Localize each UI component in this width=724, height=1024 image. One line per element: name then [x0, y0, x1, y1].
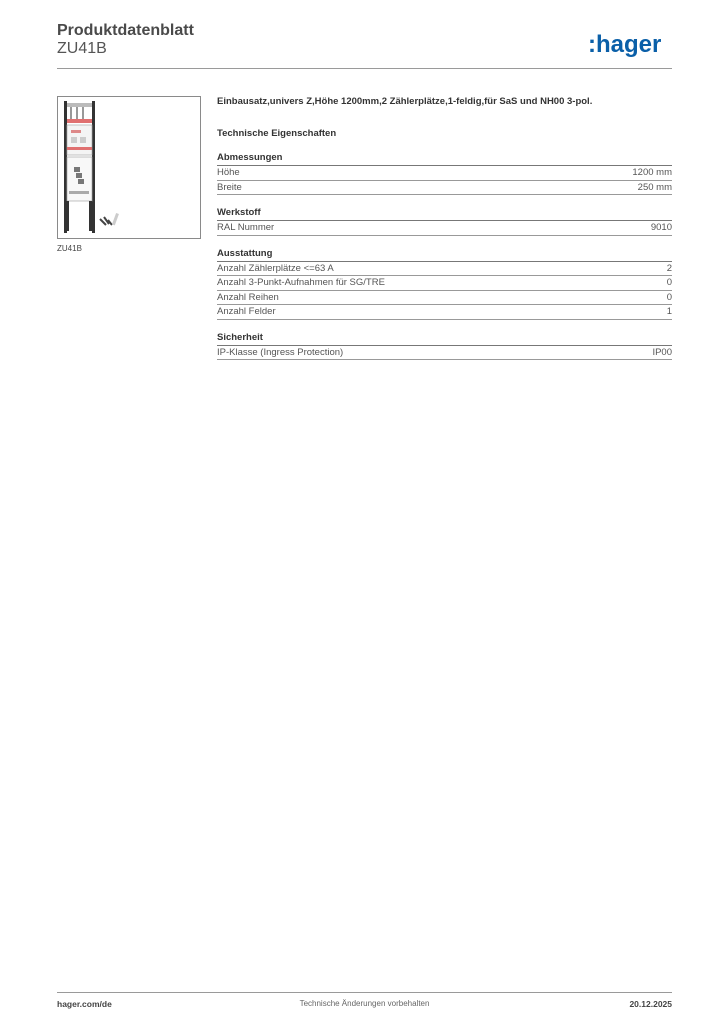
table-row [217, 305, 672, 320]
group-werkstoff [217, 207, 672, 236]
row-label: IP-Klasse (Ingress Protection) [217, 346, 344, 358]
product-illustration [58, 97, 200, 238]
footer-website-link[interactable]: hager.com/de [57, 999, 112, 1009]
group-title: Abmessungen [217, 152, 672, 166]
page-header [57, 20, 672, 69]
group-title: Werkstoff [217, 207, 672, 221]
product-code: ZU41B [57, 40, 107, 57]
table-row [217, 221, 672, 236]
row-value: 1200 mm [632, 167, 672, 178]
row-value: 0 [666, 291, 672, 303]
group-abmessungen [217, 152, 672, 195]
group-title: Ausstattung [217, 248, 672, 262]
table-row [217, 346, 672, 361]
row-value: 0 [666, 277, 672, 288]
row-value: 250 mm [637, 181, 672, 193]
footer-notice: Technische Änderungen vorbehalten [299, 999, 430, 1008]
group-sicherheit [217, 332, 672, 361]
hager-logo [588, 30, 672, 58]
hager-logo-text: :hager [588, 31, 662, 58]
image-caption: ZU41B [57, 244, 82, 253]
row-label: Anzahl 3-Punkt-Aufnahmen für SG/TRE [217, 277, 385, 288]
row-value: 1 [666, 306, 672, 317]
product-details [217, 96, 672, 360]
table-row [217, 262, 672, 277]
row-label: Anzahl Felder [217, 306, 276, 317]
table-row [217, 291, 672, 306]
row-value: 9010 [650, 222, 672, 233]
row-label: Höhe [217, 167, 240, 178]
document-title: Produktdatenblatt [57, 22, 194, 39]
table-row [217, 166, 672, 181]
row-label: RAL Nummer [217, 222, 275, 233]
footer-date: 20.12.2025 [629, 999, 672, 1009]
product-image [57, 96, 201, 239]
group-title: Sicherheit [217, 332, 672, 346]
product-description: Einbausatz,univers Z,Höhe 1200mm,2 Zählerplätze,1-feldig,für SaS und NH00 3-pol. [217, 96, 593, 107]
table-row [217, 181, 672, 196]
row-label: Anzahl Reihen [217, 291, 279, 303]
row-label: Breite [217, 181, 242, 193]
technical-properties-heading: Technische Eigenschaften [217, 128, 337, 139]
page-footer [57, 992, 672, 1011]
group-ausstattung [217, 248, 672, 320]
row-value: IP00 [652, 346, 672, 358]
table-row [217, 276, 672, 291]
row-label: Anzahl Zählerplätze <=63 A [217, 262, 334, 274]
row-value: 2 [666, 262, 672, 274]
